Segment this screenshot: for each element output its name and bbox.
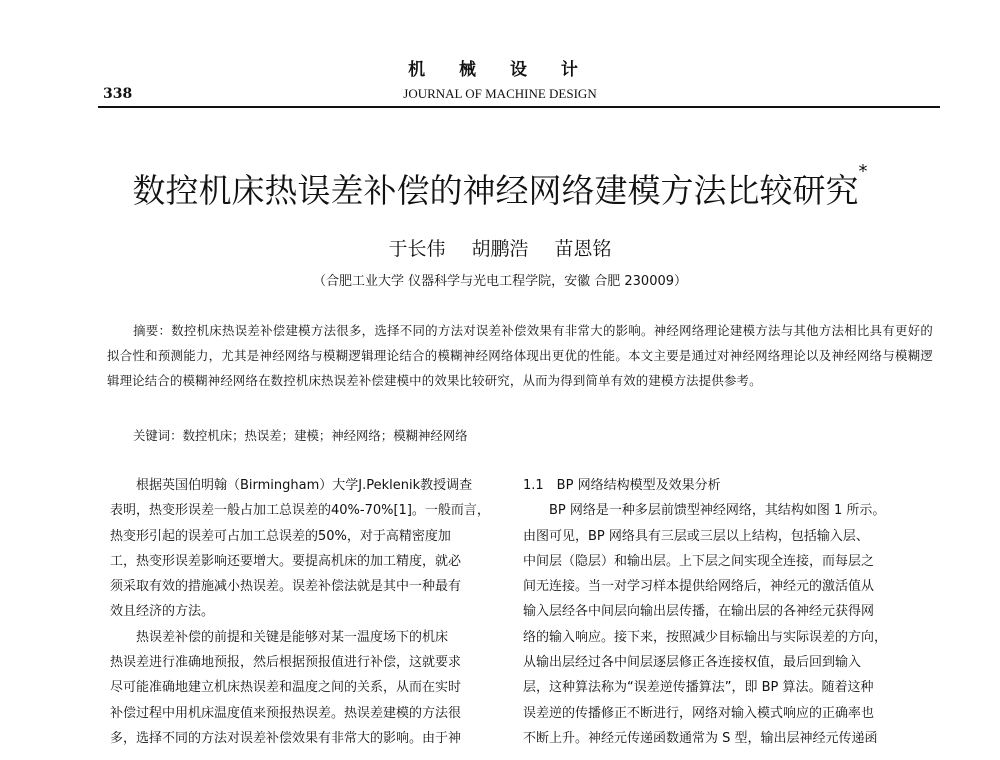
paper-title <box>0 161 1000 212</box>
title-footnote-marker: * <box>858 161 868 182</box>
abstract-label: 摘要： <box>133 323 172 338</box>
body-line: 层，这种算法称为“误差逆传播算法”，即 BP 算法。随着这种 <box>523 680 874 696</box>
body-line: 间无连接。当一对学习样本提供给网络后，神经元的激活值从 <box>523 579 875 595</box>
body-line: 从输出层经过各中间层逐层修正各连接权值，最后回到输入 <box>523 655 862 671</box>
body-line: 中间层（隐层）和输出层。上下层之间实现全连接，而每层之 <box>523 553 875 569</box>
paper-title-text: 数控机床热误差补偿的神经网络建模方法比较研究 <box>132 171 859 210</box>
body-line: 输入层经各中间层向输出层传播，在输出层的各神经元获得网 <box>523 604 875 620</box>
body-line: 络的输入响应。接下来，按照减少目标输出与实际误差的方向， <box>523 629 888 645</box>
body-line: 尽可能准确地建立机床热误差和温度之间的关系，从而在实时 <box>110 680 462 696</box>
body-line: 须采取有效的措施减小热误差。误差补偿法就是其中一种最有 <box>110 579 462 595</box>
body-line: 热变形引起的误差可占加工总误差的50%，对于高精密度加 <box>110 528 451 544</box>
section-heading: 1.1 BP 网络结构模型及效果分析 <box>523 478 721 493</box>
keywords <box>133 426 468 444</box>
body-line: 不断上升。神经元传递函数通常为 S 型，输出层神经元传递函 <box>523 730 878 746</box>
body-line: 误差逆的传播修正不断进行，网络对输入模式响应的正确率也 <box>523 705 875 721</box>
body-column-right <box>523 473 943 751</box>
authors: 于长伟 胡鹏浩 苗恩铭 <box>388 238 612 260</box>
body-line: 工，热变形误差影响还要增大。要提高机床的加工精度，就必 <box>110 553 462 569</box>
body-line: 热误差补偿的前提和关键是能够对某一温度场下的机床 <box>110 629 449 645</box>
keywords-text: 数控机床；热误差；建模；神经网络；模糊神经网络 <box>182 428 468 443</box>
body-line: BP 网络是一种多层前馈型神经网络，其结构如图 1 所示。 <box>523 503 886 519</box>
keywords-label: 关键词： <box>133 428 183 443</box>
body-line: 由图可见，BP 网络具有三层或三层以上结构，包括输入层、 <box>523 528 869 544</box>
body-line: 补偿过程中用机床温度值来预报热误差。热误差建模的方法很 <box>110 705 462 721</box>
body-line: 热误差进行准确地预报，然后根据预报值进行补偿，这就要求 <box>110 655 462 671</box>
journal-title-cn: 机 械 设 计 <box>408 60 592 80</box>
body-line: 根据英国伯明翰（Birmingham）大学J.Peklenik教授调查 <box>110 478 473 493</box>
abstract <box>107 318 933 393</box>
body-column-left <box>110 473 496 751</box>
header-rule <box>98 106 940 108</box>
body-line: 多，选择不同的方法对误差补偿效果有非常大的影响。由于神 <box>110 730 462 746</box>
body-line: 表明，热变形误差一般占加工总误差的40%-70%[1]。一般而言， <box>110 503 490 519</box>
page-number: 338 <box>103 86 133 102</box>
affiliation: （合肥工业大学 仪器科学与光电工程学院，安徽 合肥 230009） <box>312 274 688 289</box>
body-line: 效且经济的方法。 <box>110 604 215 620</box>
journal-title-en: JOURNAL OF MACHINE DESIGN <box>403 86 597 101</box>
abstract-text: 数控机床热误差补偿建模方法很多，选择不同的方法对误差补偿效果有非常大的影响。神经网络理论建模方法与其他方法相比具有更好的拟合性和预测能力，尤其是神经网络与模糊逻辑理论结合的模糊神经网络体现出更优的性能。本文主要是通过对神经网络理论以及神经网络与模糊逻辑理论结合的模糊神经网络在数控机床热误差补偿建模中的效果比较研究，从而为得到简单有效的建模方法提供参考。 <box>107 323 933 388</box>
